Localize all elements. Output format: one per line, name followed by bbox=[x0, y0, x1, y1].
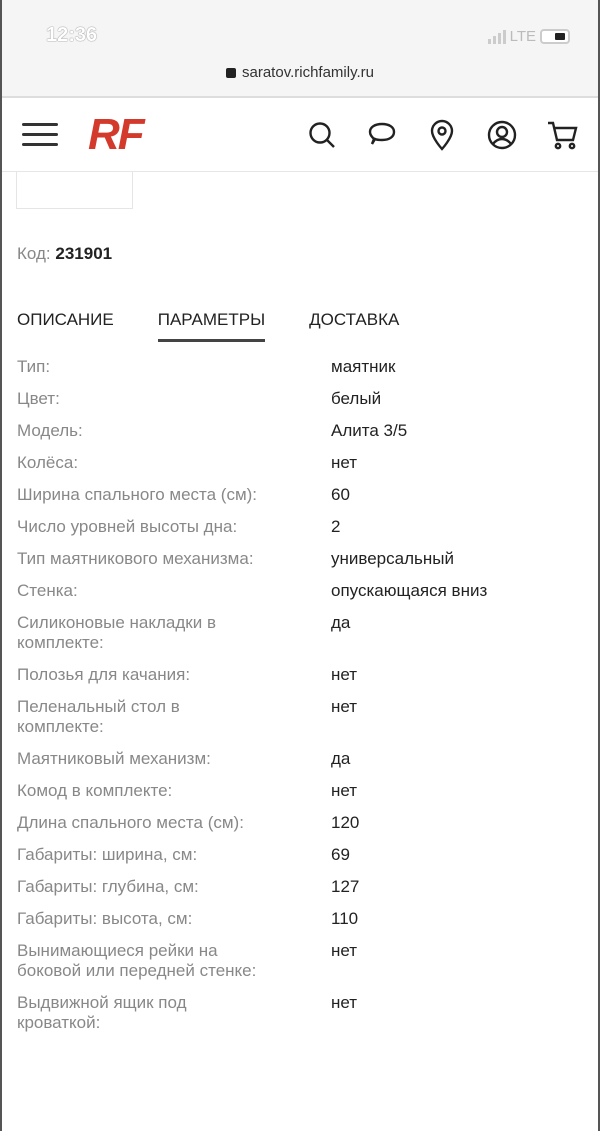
product-code-value: 231901 bbox=[55, 244, 113, 263]
product-thumbnail[interactable] bbox=[16, 172, 133, 209]
param-row bbox=[17, 581, 587, 613]
param-row bbox=[17, 813, 587, 845]
param-value: да bbox=[331, 749, 351, 768]
param-value: нет bbox=[331, 781, 358, 800]
param-label: Комод в комплекте: bbox=[17, 781, 173, 800]
param-value: 60 bbox=[331, 485, 350, 504]
lock-icon bbox=[226, 68, 236, 78]
status-indicators bbox=[488, 28, 570, 45]
param-value: 2 bbox=[331, 517, 341, 536]
address-bar[interactable] bbox=[2, 64, 598, 98]
param-row bbox=[17, 665, 587, 697]
param-value: нет bbox=[331, 697, 358, 716]
param-label: Габариты: высота, см: bbox=[17, 909, 193, 928]
param-row bbox=[17, 877, 587, 909]
param-label: Выдвижной ящик под кроваткой: bbox=[17, 993, 187, 1032]
site-header bbox=[2, 98, 598, 172]
status-bar bbox=[2, 0, 598, 64]
param-value: да bbox=[331, 613, 351, 632]
param-label: Модель: bbox=[17, 421, 83, 440]
param-row bbox=[17, 389, 587, 421]
signal-icon bbox=[488, 30, 506, 44]
param-label: Вынимающиеся рейки на боковой или передней стенке: bbox=[17, 941, 257, 980]
cart-icon[interactable] bbox=[546, 119, 578, 151]
chat-icon[interactable] bbox=[366, 119, 398, 151]
param-label: Полозья для качания: bbox=[17, 665, 191, 684]
param-label: Цвет: bbox=[17, 389, 60, 408]
tab-description[interactable]: ОПИСАНИЕ bbox=[17, 310, 114, 329]
param-row bbox=[17, 697, 587, 749]
location-icon[interactable] bbox=[426, 119, 458, 151]
param-value: нет bbox=[331, 941, 358, 960]
tab-parameters[interactable]: ПАРАМЕТРЫ bbox=[158, 310, 265, 342]
param-label: Тип маятникового механизма: bbox=[17, 549, 254, 568]
param-label: Габариты: ширина, см: bbox=[17, 845, 198, 864]
param-row bbox=[17, 549, 587, 581]
param-value: маятник bbox=[331, 357, 396, 376]
param-value: 110 bbox=[331, 909, 359, 928]
battery-icon bbox=[540, 29, 570, 44]
param-value: нет bbox=[331, 993, 358, 1012]
param-label: Пеленальный стол в комплекте: bbox=[17, 697, 180, 736]
param-row bbox=[17, 453, 587, 485]
param-row bbox=[17, 845, 587, 877]
param-row bbox=[17, 909, 587, 941]
param-value: опускающаяся вниз bbox=[331, 581, 488, 600]
product-code bbox=[17, 244, 112, 264]
param-row bbox=[17, 781, 587, 813]
param-row bbox=[17, 485, 587, 517]
param-row bbox=[17, 941, 587, 993]
site-logo[interactable]: RF bbox=[88, 109, 143, 159]
param-row bbox=[17, 357, 587, 389]
param-label: Габариты: глубина, см: bbox=[17, 877, 199, 896]
product-code-label: Код: bbox=[17, 244, 51, 263]
network-type: LTE bbox=[509, 28, 536, 45]
menu-icon[interactable] bbox=[22, 123, 58, 146]
param-value: 120 bbox=[331, 813, 360, 832]
param-label: Тип: bbox=[17, 357, 51, 376]
product-tabs bbox=[17, 310, 399, 342]
param-value: 69 bbox=[331, 845, 350, 864]
tab-delivery[interactable]: ДОСТАВКА bbox=[309, 310, 400, 329]
param-label: Силиконовые накладки в комплекте: bbox=[17, 613, 216, 652]
param-label: Длина спального места (см): bbox=[17, 813, 244, 832]
parameters-list bbox=[17, 357, 587, 1045]
param-row bbox=[17, 749, 587, 781]
status-time: 12:36 bbox=[46, 24, 98, 46]
account-icon[interactable] bbox=[486, 119, 518, 151]
search-icon[interactable] bbox=[306, 119, 338, 151]
param-value: 127 bbox=[331, 877, 360, 896]
param-value: нет bbox=[331, 665, 358, 684]
param-label: Маятниковый механизм: bbox=[17, 749, 211, 768]
param-value: белый bbox=[331, 389, 382, 408]
url-text: saratov.richfamily.ru bbox=[242, 64, 374, 81]
param-row bbox=[17, 613, 587, 665]
param-label: Число уровней высоты дна: bbox=[17, 517, 238, 536]
param-row bbox=[17, 517, 587, 549]
param-label: Колёса: bbox=[17, 453, 79, 472]
param-value: нет bbox=[331, 453, 358, 472]
param-row bbox=[17, 993, 587, 1045]
param-value: универсальный bbox=[331, 549, 454, 568]
param-label: Ширина спального места (см): bbox=[17, 485, 258, 504]
param-label: Стенка: bbox=[17, 581, 78, 600]
param-row bbox=[17, 421, 587, 453]
param-value: Алита 3/5 bbox=[331, 421, 408, 440]
